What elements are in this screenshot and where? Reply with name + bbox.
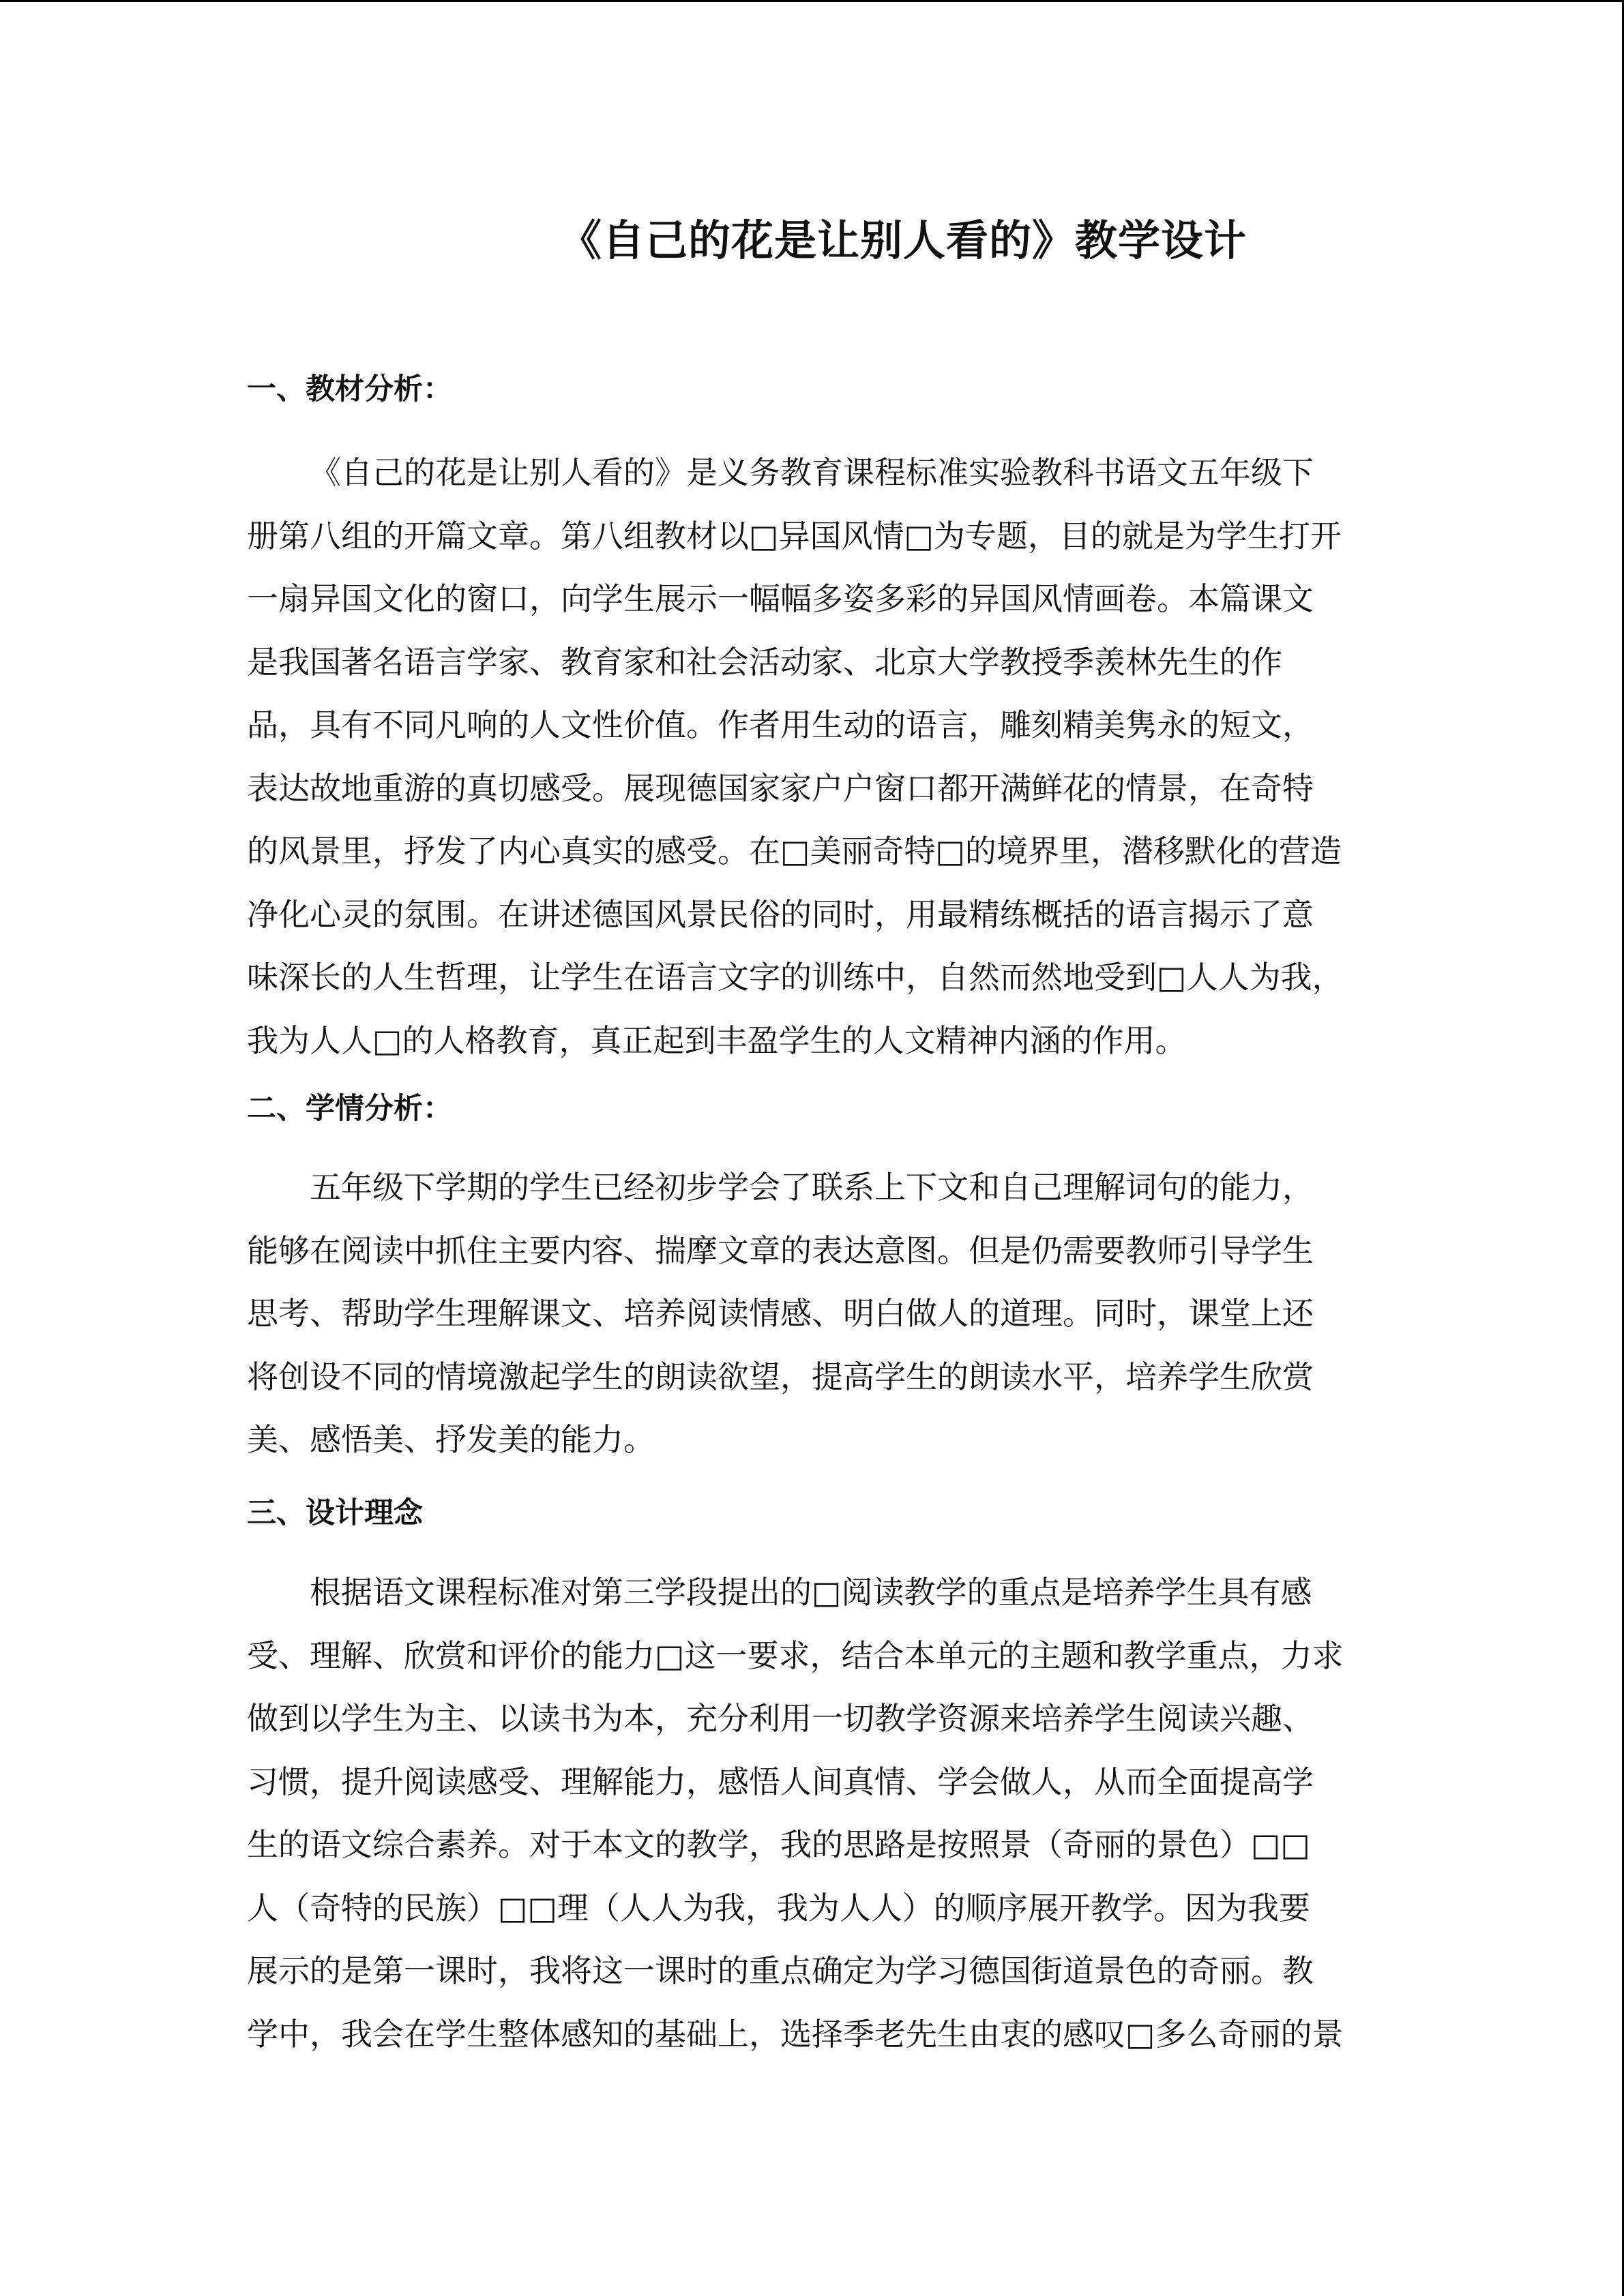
paragraph-line: 《自己的花是让别人看的》是义务教育课程标准实验教科书语文五年级下 <box>310 454 1314 491</box>
paragraph-line: 是我国著名语言学家、教育家和社会活动家、北京大学教授季羡林先生的作 <box>247 643 1282 681</box>
paragraph-line: 思考、帮助学生理解课文、培养阅读情感、明白做人的道理。同时，课堂上还 <box>247 1295 1314 1332</box>
paragraph-line: 表达故地重游的真切感受。展现德国家家户户窗口都开满鲜花的情景，在奇特 <box>247 769 1314 807</box>
document-title: 《自己的花是让别人看的》教学设计 <box>559 215 1247 265</box>
paragraph-line: 品，具有不同凡响的人文性价值。作者用生动的语言，雕刻精美隽永的短文， <box>247 706 1314 743</box>
section-body <box>247 1156 1379 1472</box>
paragraph-line: 我为人人□的人格教育，真正起到丰盈学生的人文精神内涵的作用。 <box>247 1022 1187 1059</box>
paragraph-line: 的风景里，抒发了内心真实的感受。在□美丽奇特□的境界里，潜移默化的营造 <box>247 833 1342 869</box>
section-learner-analysis <box>247 1086 1379 1472</box>
paragraph-line: 味深长的人生哲理，让学生在语言文字的训练中，自然而然地受到□人人为我， <box>247 959 1344 996</box>
paragraph-line: 展示的是第一课时，我将这一课时的重点确定为学习德国街道景色的奇丽。教 <box>247 1952 1314 1989</box>
paragraph-line: 学中，我会在学生整体感知的基础上，选择季老先生由衷的感叹□多么奇丽的景 <box>247 2015 1344 2053</box>
section-body <box>247 1561 1379 2066</box>
paragraph-line: 能够在阅读中抓住主要内容、揣摩文章的表达意图。但是仍需要教师引导学生 <box>247 1232 1314 1269</box>
section-textbook-analysis <box>247 367 1379 1072</box>
paragraph-line: 根据语文课程标准对第三学段提出的□阅读教学的重点是培养学生具有感 <box>310 1574 1312 1611</box>
paragraph-line: 美、感悟美、抒发美的能力。 <box>247 1421 655 1458</box>
paragraph-line: 习惯，提升阅读感受、理解能力，感悟人间真情、学会做人，从而全面提高学 <box>247 1763 1314 1800</box>
paragraph-line: 将创设不同的情境激起学生的朗读欲望，提高学生的朗读水平，培养学生欣赏 <box>247 1358 1314 1395</box>
paragraph-line: 生的语文综合素养。对于本文的教学，我的思路是按照景（奇丽的景色）□□ <box>247 1826 1310 1863</box>
section-heading: 二、学情分析： <box>247 1092 452 1126</box>
section-body <box>247 441 1379 1072</box>
section-heading: 三、设计理念 <box>247 1496 423 1530</box>
section-design-concept <box>247 1491 1379 2066</box>
paragraph-line: 做到以学生为主、以读书为本，充分利用一切教学资源来培养学生阅读兴趣、 <box>247 1700 1314 1737</box>
paragraph-line: 受、理解、欣赏和评价的能力□这一要求，结合本单元的主题和教学重点，力求 <box>247 1637 1344 1674</box>
section-heading: 一、教材分析： <box>247 372 452 406</box>
paragraph-line: 五年级下学期的学生已经初步学会了联系上下文和自己理解词句的能力， <box>310 1169 1314 1206</box>
paragraph-line: 一扇异国文化的窗口，向学生展示一幅幅多姿多彩的异国风情画卷。本篇课文 <box>247 580 1314 617</box>
paragraph-line: 人（奇特的民族）□□理（人人为我，我为人人）的顺序展开教学。因为我要 <box>247 1889 1310 1926</box>
paragraph-line: 净化心灵的氛围。在讲述德国风景民俗的同时，用最精练概括的语言揭示了意 <box>247 895 1314 933</box>
paragraph-line: 册第八组的开篇文章。第八组教材以□异国风情□为专题，目的就是为学生打开 <box>247 517 1342 554</box>
